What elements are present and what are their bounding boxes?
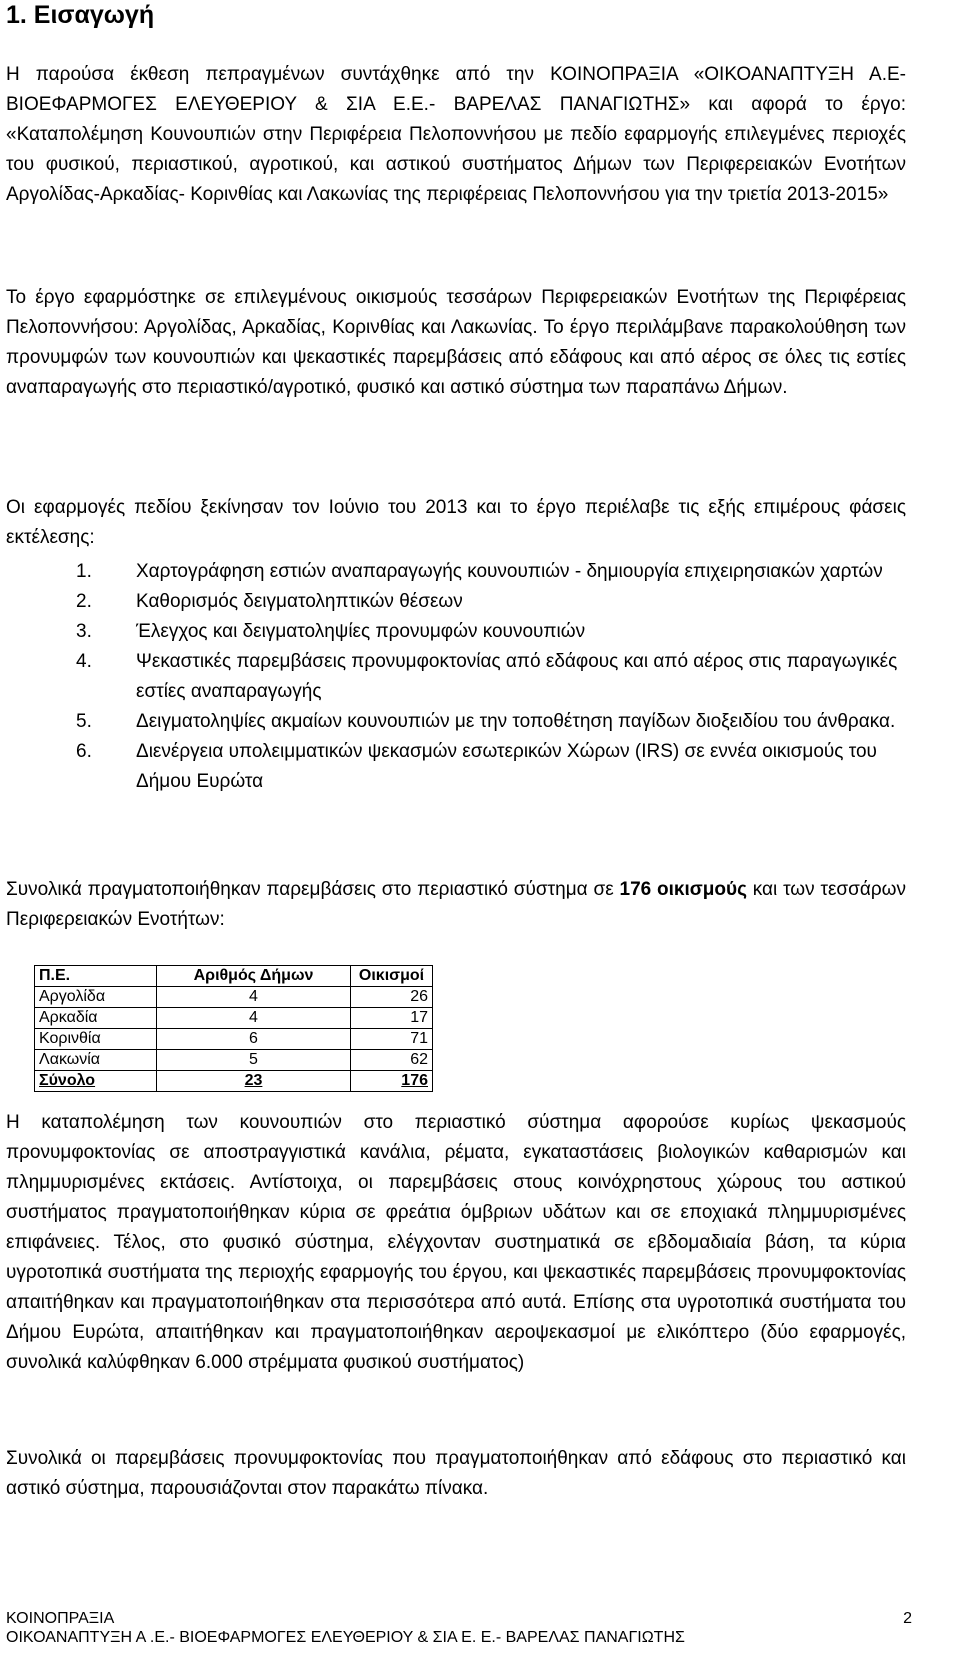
phase-number: 5. (76, 711, 92, 732)
phase-item (76, 707, 906, 737)
summary-text-before: Συνολικά πραγματοποιήθηκαν παρεμβάσεις στο περιαστικό σύστημα σε (6, 879, 620, 900)
section-heading: 1. Εισαγωγή (6, 1, 155, 29)
table-row (35, 1050, 433, 1071)
mosquito-control-paragraph: Η καταπολέμηση των κουνουπιών στο περιαστικό σύστημα αφορούσε κυρίως ψεκασμούς προνυμφοκτονίας σε αποστραγγιστικά κανάλια, ρέματα, εγκαταστάσεις βιολογικών καθαρισμών και πλημμυρισμένες εκτάσεις. Αντίστοιχα, οι παρεμβάσεις στους κοινόχρηστους χώρους του αστικού συστήματος πραγματοποιήθηκαν κύρια σε φρεάτια όμβριων υδάτων και σε εποχιακά πλημμυρισμένες επιφάνειες. Τέλος, στο φυσικό σύστημα, ελέγχονταν συστηματικά σε εβδομαδιαία βάση, τα κύρια υγροτοπικά συστήματα της περιοχής εφαρμογής του έργου, και ψεκαστικές παρεμβάσεις προνυμφοκτονίας απαιτήθηκαν και πραγματοποιήθηκαν στα περισσότερα από αυτά. Επίσης στα υγροτοπικά συστήματα του Δήμου Ευρώτα, απαιτήθηκαν και πραγματοποιήθηκαν αεροψεκασμοί με ελικόπτερο (δύο εφαρμογές, συνολικά καλύφθηκαν 6.000 στρέμματα φυσικού συστήματος) (6, 1112, 906, 1373)
table-cell: Αρκαδία (35, 1008, 157, 1029)
phase-item (76, 737, 906, 797)
page-number: 2 (903, 1610, 912, 1627)
table-cell: Σύνολο (35, 1071, 157, 1092)
table-cell: 62 (351, 1050, 433, 1071)
table-cell: 4 (157, 987, 351, 1008)
phase-number: 2. (76, 591, 92, 612)
table-header-row (35, 966, 433, 987)
phase-number: 1. (76, 561, 92, 582)
column-header: Π.Ε. (35, 966, 157, 987)
table-cell: 5 (157, 1050, 351, 1071)
column-header: Οικισμοί (351, 966, 433, 987)
intro-paragraph: Η παρούσα έκθεση πεπραγμένων συντάχθηκε από την ΚΟΙΝΟΠΡΑΞΙΑ «ΟΙΚΟΑΝΑΠΤΥΞΗ Α.Ε-ΒΙΟΕΦΑΡΜΟΓΕΣ ΕΛΕΥΘΕΡΙΟΥ & ΣΙΑ Ε.Ε.- ΒΑΡΕΛΑΣ ΠΑΝΑΓΙΩΤΗΣ» και αφορά το έργο: «Καταπολέμηση Κουνουπιών στην Περιφέρεια Πελοποννήσου με πεδίο εφαρμογής επιλεγμένες περιοχές του φυσικού, περιαστικού, αγροτικού, και αστικού συστήματος Δήμων των Περιφερειακών Ενοτήτων Αργολίδας-Αρκαδίας- Κορινθίας και Λακωνίας της περιφέρειας Πελοποννήσου για την τριετία 2013-2015» (6, 64, 906, 205)
project-paragraph: Το έργο εφαρμόστηκε σε επιλεγμένους οικισμούς τεσσάρων Περιφερειακών Ενοτήτων της Περιφέρειας Πελοποννήσου: Αργολίδας, Αρκαδίας, Κορινθίας και Λακωνίας. Το έργο περιλάμβανε παρακολούθηση των προνυμφών των κουνουπιών και ψεκαστικές παρεμβάσεις από εδάφους και από αέρος σε όλες τις εστίες αναπαραγωγής στο περιαστικό/αγροτικό, φυσικό και αστικό σύστημα των παραπάνω Δήμων. (6, 287, 906, 398)
footer-consortium: ΚΟΙΝΟΠΡΑΞΙΑ (6, 1610, 115, 1627)
phase-number: 3. (76, 621, 92, 642)
phase-text: Δειγματοληψίες ακμαίων κουνουπιών με την τοποθέτηση παγίδων διοξειδίου του άνθρακα. (136, 711, 896, 732)
table-cell: Κορινθία (35, 1029, 157, 1050)
phase-text: Ψεκαστικές παρεμβάσεις προνυμφοκτονίας από εδάφους και από αέρος στις παραγωγικές εστίες αναπαραγωγής (136, 651, 898, 702)
phase-number: 6. (76, 741, 92, 762)
phase-item (76, 647, 906, 707)
footer-members: ΟΙΚΟΑΝΑΠΤΥΞΗ Α .Ε.- ΒΙΟΕΦΑΡΜΟΓΕΣ ΕΛΕΥΘΕΡΙΟΥ & ΣΙΑ Ε. Ε.- ΒΑΡΕΛΑΣ ΠΑΝΑΓΙΩΤΗΣ (6, 1629, 685, 1646)
table-total-row (35, 1071, 433, 1092)
phase-text: Διενέργεια υπολειμματικών ψεκασμών εσωτερικών Χώρων (IRS) σε εννέα οικισμούς του Δήμου Ευρώτα (136, 741, 877, 792)
table-cell: 176 (351, 1071, 433, 1092)
settlements-table (34, 965, 433, 1092)
phase-item (76, 587, 906, 617)
table-cell: 26 (351, 987, 433, 1008)
phase-text: Έλεγχος και δειγματοληψίες προνυμφών κουνουπιών (136, 621, 586, 642)
table-cell: 4 (157, 1008, 351, 1029)
table-cell: 71 (351, 1029, 433, 1050)
table-row (35, 1029, 433, 1050)
phase-item (76, 617, 906, 647)
phase-number: 4. (76, 651, 92, 672)
page-footer (6, 1609, 912, 1647)
phase-text: Χαρτογράφηση εστιών αναπαραγωγής κουνουπιών - δημιουργία επιχειρησιακών χαρτών (136, 561, 883, 582)
summary-paragraph (6, 875, 906, 935)
table-row (35, 1008, 433, 1029)
table-cell: 23 (157, 1071, 351, 1092)
table-cell: 17 (351, 1008, 433, 1029)
table-cell: Λακωνία (35, 1050, 157, 1071)
summary-text-after: και των τεσσάρων Περιφερειακών Ενοτήτων: (6, 879, 907, 930)
column-header: Αριθμός Δήμων (157, 966, 351, 987)
phases-intro-paragraph: Οι εφαρμογές πεδίου ξεκίνησαν τον Ιούνιο του 2013 και το έργο περιέλαβε τις εξής επιμέρους φάσεις εκτέλεσης: (6, 497, 906, 548)
table-cell: 6 (157, 1029, 351, 1050)
phases-list (76, 557, 906, 797)
summary-highlight: 176 οικισμούς (619, 879, 747, 900)
phase-item (76, 557, 906, 587)
phase-text: Καθορισμός δειγματοληπτικών θέσεων (136, 591, 463, 612)
table-cell: Αργολίδα (35, 987, 157, 1008)
table-row (35, 987, 433, 1008)
closing-paragraph: Συνολικά οι παρεμβάσεις προνυμφοκτονίας που πραγματοποιήθηκαν από εδάφους στο περιαστικό και αστικό σύστημα, παρουσιάζονται στον παρακάτω πίνακα. (6, 1448, 906, 1499)
